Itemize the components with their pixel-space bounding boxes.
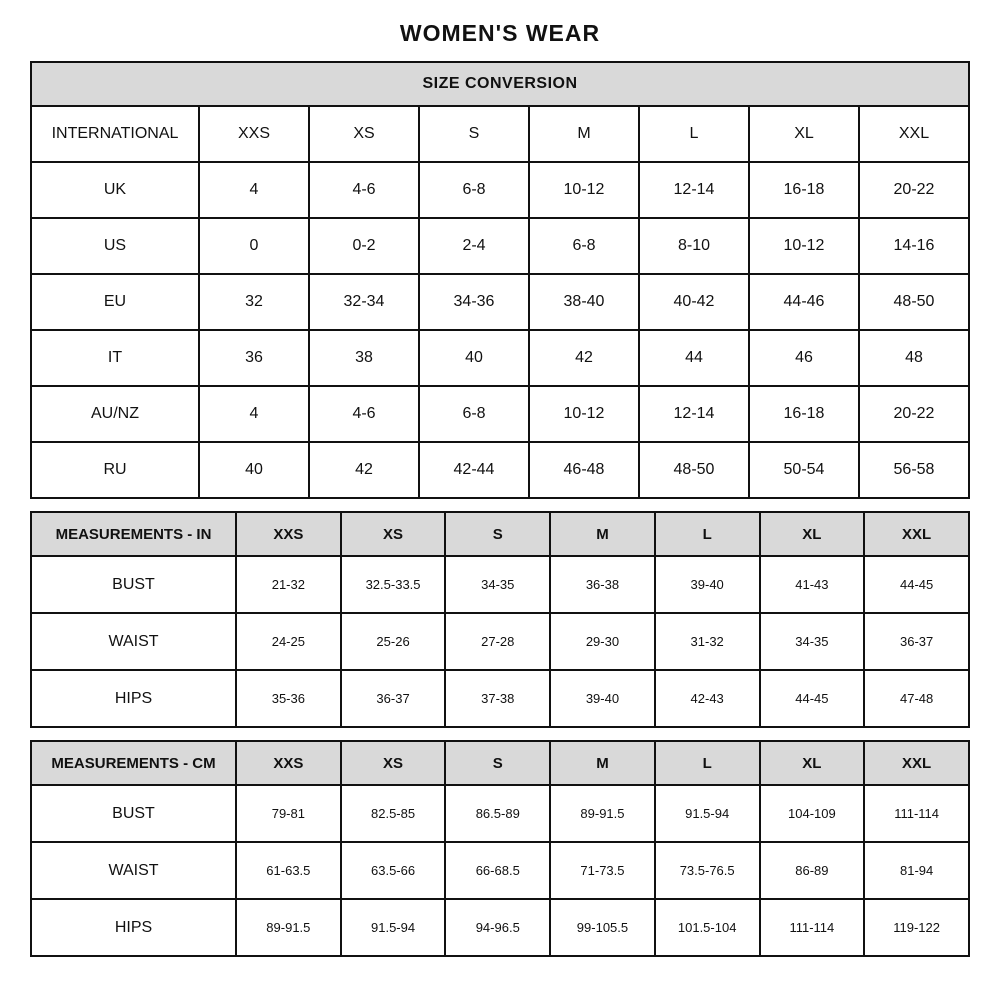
table-cell: 48 bbox=[859, 330, 969, 386]
table-cell: 104-109 bbox=[760, 785, 865, 842]
table-cell: 29-30 bbox=[550, 613, 655, 670]
table-row bbox=[31, 330, 969, 386]
table-cell: 34-36 bbox=[419, 274, 529, 330]
table-cell: 73.5-76.5 bbox=[655, 842, 760, 899]
table-cell: 46-48 bbox=[529, 442, 639, 498]
table-cell: 61-63.5 bbox=[236, 842, 341, 899]
table-row bbox=[31, 899, 969, 956]
table-cell: 21-32 bbox=[236, 556, 341, 613]
table-cell: 6-8 bbox=[419, 162, 529, 218]
table-cell: 82.5-85 bbox=[341, 785, 446, 842]
table-cell: 39-40 bbox=[550, 670, 655, 727]
table-cell: 86-89 bbox=[760, 842, 865, 899]
table-cell: 27-28 bbox=[445, 613, 550, 670]
table-cell: 40 bbox=[199, 442, 309, 498]
table-cell: 36 bbox=[199, 330, 309, 386]
row-header: HIPS bbox=[31, 670, 236, 727]
page-title: WOMEN'S WEAR bbox=[399, 20, 601, 46]
column-header: XL bbox=[760, 512, 865, 556]
table-cell: 37-38 bbox=[445, 670, 550, 727]
table-cell: 4 bbox=[199, 386, 309, 442]
column-header: M bbox=[550, 741, 655, 785]
column-header: M bbox=[550, 512, 655, 556]
table-cell: 71-73.5 bbox=[550, 842, 655, 899]
table-row bbox=[31, 162, 969, 218]
table-cell: 0 bbox=[199, 218, 309, 274]
table-cell: 48-50 bbox=[639, 442, 749, 498]
row-header: WAIST bbox=[31, 613, 236, 670]
size-conversion-grid bbox=[30, 61, 970, 499]
table-label-header: MEASUREMENTS - IN bbox=[31, 512, 236, 556]
table-cell: 42-44 bbox=[419, 442, 529, 498]
table-cell: 36-37 bbox=[341, 670, 446, 727]
column-header-row bbox=[31, 106, 969, 162]
column-header: XL bbox=[749, 106, 859, 162]
table-row bbox=[31, 785, 969, 842]
table-cell: 50-54 bbox=[749, 442, 859, 498]
column-header: XS bbox=[341, 512, 446, 556]
table-cell: 101.5-104 bbox=[655, 899, 760, 956]
table-cell: 44 bbox=[639, 330, 749, 386]
table-cell: 42 bbox=[309, 442, 419, 498]
table-cell: 44-46 bbox=[749, 274, 859, 330]
table-cell: 4 bbox=[199, 162, 309, 218]
table-cell: 81-94 bbox=[864, 842, 969, 899]
table-cell: 38-40 bbox=[529, 274, 639, 330]
measurements-in-grid bbox=[30, 511, 970, 728]
column-header: XXL bbox=[859, 106, 969, 162]
table-cell: 111-114 bbox=[864, 785, 969, 842]
table-cell: 47-48 bbox=[864, 670, 969, 727]
measurements-cm-table bbox=[30, 740, 970, 957]
table-cell: 8-10 bbox=[639, 218, 749, 274]
table-title: SIZE CONVERSION bbox=[31, 62, 969, 106]
table-cell: 111-114 bbox=[760, 899, 865, 956]
table-cell: 44-45 bbox=[760, 670, 865, 727]
table-row bbox=[31, 218, 969, 274]
table-label-header: INTERNATIONAL bbox=[31, 106, 199, 162]
table-title-row bbox=[31, 62, 969, 106]
column-header: XXS bbox=[199, 106, 309, 162]
table-cell: 94-96.5 bbox=[445, 899, 550, 956]
table-cell: 12-14 bbox=[639, 162, 749, 218]
table-cell: 10-12 bbox=[749, 218, 859, 274]
column-header-row bbox=[31, 512, 969, 556]
row-header: UK bbox=[31, 162, 199, 218]
table-cell: 20-22 bbox=[859, 386, 969, 442]
table-cell: 20-22 bbox=[859, 162, 969, 218]
table-cell: 4-6 bbox=[309, 162, 419, 218]
table-cell: 32.5-33.5 bbox=[341, 556, 446, 613]
column-header: S bbox=[445, 512, 550, 556]
table-cell: 89-91.5 bbox=[550, 785, 655, 842]
table-cell: 6-8 bbox=[529, 218, 639, 274]
column-header: S bbox=[445, 741, 550, 785]
table-cell: 38 bbox=[309, 330, 419, 386]
table-row bbox=[31, 556, 969, 613]
table-cell: 40-42 bbox=[639, 274, 749, 330]
table-cell: 63.5-66 bbox=[341, 842, 446, 899]
table-cell: 2-4 bbox=[419, 218, 529, 274]
table-cell: 25-26 bbox=[341, 613, 446, 670]
table-cell: 99-105.5 bbox=[550, 899, 655, 956]
table-cell: 31-32 bbox=[655, 613, 760, 670]
table-cell: 48-50 bbox=[859, 274, 969, 330]
table-cell: 24-25 bbox=[236, 613, 341, 670]
table-row bbox=[31, 274, 969, 330]
table-cell: 16-18 bbox=[749, 162, 859, 218]
table-cell: 32-34 bbox=[309, 274, 419, 330]
column-header: M bbox=[529, 106, 639, 162]
table-row bbox=[31, 670, 969, 727]
column-header: XS bbox=[341, 741, 446, 785]
column-header: XXS bbox=[236, 512, 341, 556]
column-header: XXL bbox=[864, 512, 969, 556]
measurements-cm-grid bbox=[30, 740, 970, 957]
table-cell: 6-8 bbox=[419, 386, 529, 442]
row-header: EU bbox=[31, 274, 199, 330]
table-cell: 36-37 bbox=[864, 613, 969, 670]
table-cell: 40 bbox=[419, 330, 529, 386]
table-cell: 56-58 bbox=[859, 442, 969, 498]
table-cell: 42 bbox=[529, 330, 639, 386]
column-header: XL bbox=[760, 741, 865, 785]
row-header: RU bbox=[31, 442, 199, 498]
table-cell: 36-38 bbox=[550, 556, 655, 613]
table-row bbox=[31, 842, 969, 899]
row-header: HIPS bbox=[31, 899, 236, 956]
table-cell: 91.5-94 bbox=[655, 785, 760, 842]
table-cell: 41-43 bbox=[760, 556, 865, 613]
table-cell: 4-6 bbox=[309, 386, 419, 442]
row-header: IT bbox=[31, 330, 199, 386]
column-header: XXS bbox=[236, 741, 341, 785]
table-cell: 35-36 bbox=[236, 670, 341, 727]
table-cell: 66-68.5 bbox=[445, 842, 550, 899]
column-header: XS bbox=[309, 106, 419, 162]
table-cell: 44-45 bbox=[864, 556, 969, 613]
row-header: US bbox=[31, 218, 199, 274]
table-cell: 12-14 bbox=[639, 386, 749, 442]
table-cell: 119-122 bbox=[864, 899, 969, 956]
table-cell: 0-2 bbox=[309, 218, 419, 274]
table-cell: 32 bbox=[199, 274, 309, 330]
table-cell: 39-40 bbox=[655, 556, 760, 613]
column-header: S bbox=[419, 106, 529, 162]
table-cell: 89-91.5 bbox=[236, 899, 341, 956]
column-header: L bbox=[655, 741, 760, 785]
table-label-header: MEASUREMENTS - CM bbox=[31, 741, 236, 785]
table-cell: 10-12 bbox=[529, 162, 639, 218]
table-cell: 46 bbox=[749, 330, 859, 386]
table-cell: 86.5-89 bbox=[445, 785, 550, 842]
row-header: WAIST bbox=[31, 842, 236, 899]
column-header: L bbox=[639, 106, 749, 162]
column-header: L bbox=[655, 512, 760, 556]
table-cell: 34-35 bbox=[445, 556, 550, 613]
table-cell: 10-12 bbox=[529, 386, 639, 442]
measurements-in-table bbox=[30, 511, 970, 728]
column-header: XXL bbox=[864, 741, 969, 785]
table-row bbox=[31, 613, 969, 670]
table-cell: 79-81 bbox=[236, 785, 341, 842]
table-row bbox=[31, 442, 969, 498]
column-header-row bbox=[31, 741, 969, 785]
table-cell: 16-18 bbox=[749, 386, 859, 442]
table-cell: 42-43 bbox=[655, 670, 760, 727]
table-row bbox=[31, 386, 969, 442]
table-cell: 91.5-94 bbox=[341, 899, 446, 956]
table-cell: 34-35 bbox=[760, 613, 865, 670]
table-cell: 14-16 bbox=[859, 218, 969, 274]
row-header: AU/NZ bbox=[31, 386, 199, 442]
row-header: BUST bbox=[31, 785, 236, 842]
size-conversion-table bbox=[30, 61, 970, 499]
row-header: BUST bbox=[31, 556, 236, 613]
